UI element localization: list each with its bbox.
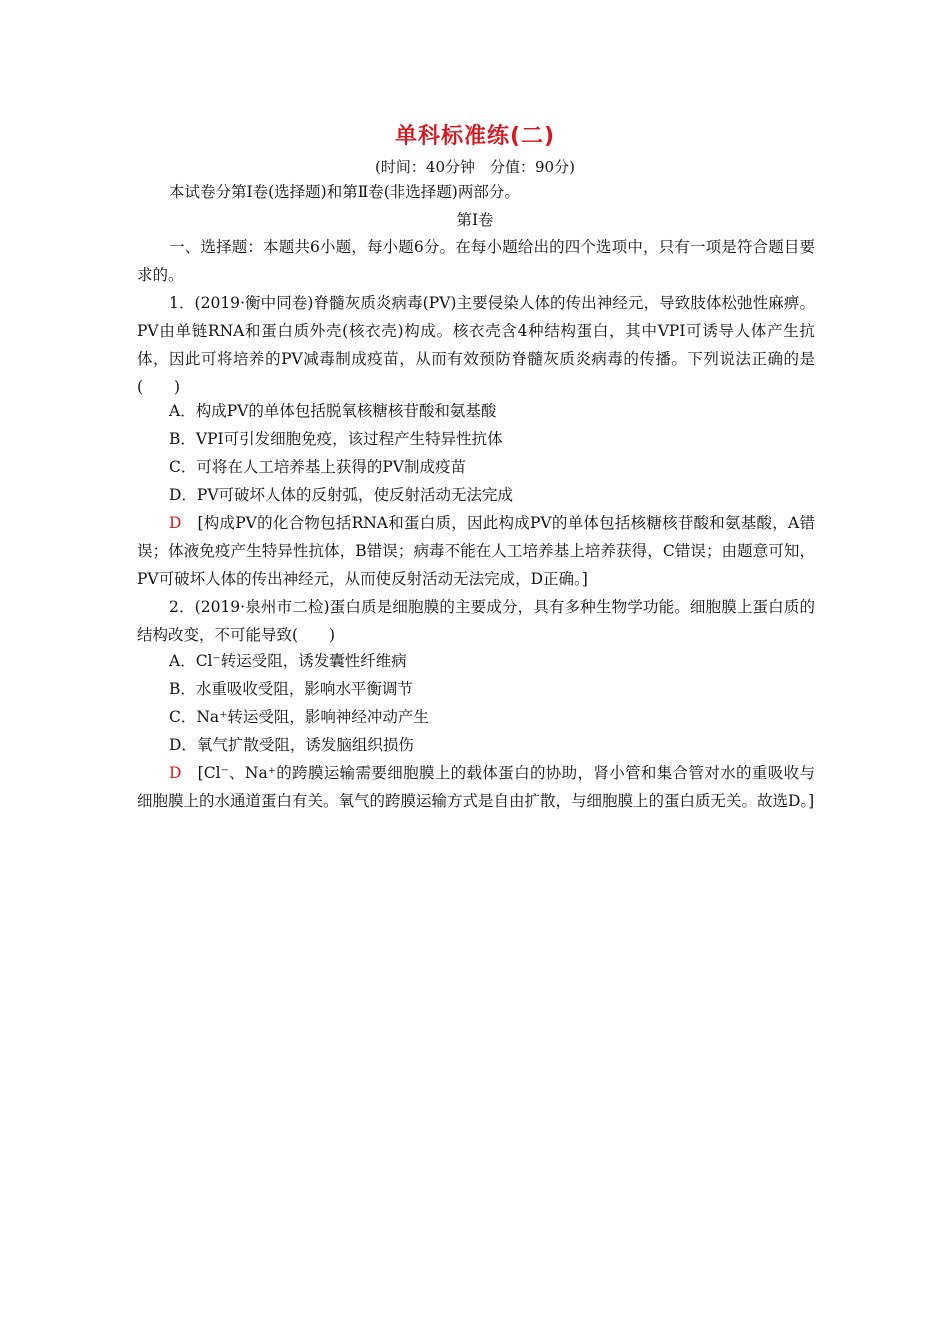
question-2-explanation: [Cl⁻、Na⁺的跨膜运输需要细胞膜上的载体蛋白的协助，肾小管和集合管对水的重吸收与细胞膜上的水通道蛋白有关。氧气的跨膜运输方式是自由扩散，与细胞膜上的蛋白质无关。故选D。] xyxy=(137,764,815,810)
section-heading: 第Ⅰ卷 xyxy=(456,211,494,229)
page-title: 单科标准练(二) xyxy=(394,124,556,149)
question-1-option-c: C．可将在人工培养基上获得的PV制成疫苗 xyxy=(169,458,466,476)
question-2-answer xyxy=(137,759,815,815)
question-2-option-b: B．水重吸收受阻，影响水平衡调节 xyxy=(169,680,413,698)
question-2-option-a: A．Cl⁻转运受阻，诱发囊性纤维病 xyxy=(169,652,407,670)
instructions xyxy=(137,233,815,289)
intro-text: 本试卷分第Ⅰ卷(选择题)和第Ⅱ卷(非选择题)两部分。 xyxy=(169,183,520,201)
question-1-explanation: [构成PV的化合物包括RNA和蛋白质，因此构成PV的单体包括核糖核苷酸和氨基酸，A错误；体液免疫产生特异性抗体，B错误；病毒不能在人工培养基上培养获得，C错误；由题意可知，PV可破坏人体的传出神经元，从而使反射活动无法完成，D正确。] xyxy=(137,514,815,588)
question-1-option-d: D．PV可破坏人体的反射弧，使反射活动无法完成 xyxy=(169,486,514,504)
question-2-answer-letter: D xyxy=(169,764,182,782)
question-1-answer-letter: D xyxy=(169,514,182,532)
question-1-option-a: A．构成PV的单体包括脱氧核糖核苷酸和氨基酸 xyxy=(169,402,497,420)
instructions-text: 一、选择题：本题共6小题，每小题6分。在每小题给出的四个选项中，只有一项是符合题目要求的。 xyxy=(137,238,815,284)
question-1-option-b: B．VPI可引发细胞免疫，该过程产生特异性抗体 xyxy=(169,430,503,448)
question-2-stem xyxy=(137,593,815,649)
question-2-option-c: C．Na⁺转运受阻，影响神经冲动产生 xyxy=(169,708,429,726)
question-2-text: 2．(2019·泉州市二检)蛋白质是细胞膜的主要成分，具有多种生物学功能。细胞膜上蛋白质的结构改变，不可能导致( ) xyxy=(137,598,815,644)
question-2-option-d: D．氧气扩散受阻，诱发脑组织损伤 xyxy=(169,736,414,754)
time-score-info: (时间：40分钟 分值：90分) xyxy=(375,158,575,176)
question-1-stem xyxy=(137,289,815,401)
question-1-answer xyxy=(137,509,815,593)
question-1-text: 1．(2019·衡中同卷)脊髓灰质炎病毒(PV)主要侵染人体的传出神经元，导致肢体松弛性麻痹。PV由单链RNA和蛋白质外壳(核衣壳)构成。核衣壳含4种结构蛋白，其中VPI可诱导人体产生抗体，因此可将培养的PV减毒制成疫苗，从而有效预防脊髓灰质炎病毒的传播。下列说法正确的是( ) xyxy=(137,294,815,396)
